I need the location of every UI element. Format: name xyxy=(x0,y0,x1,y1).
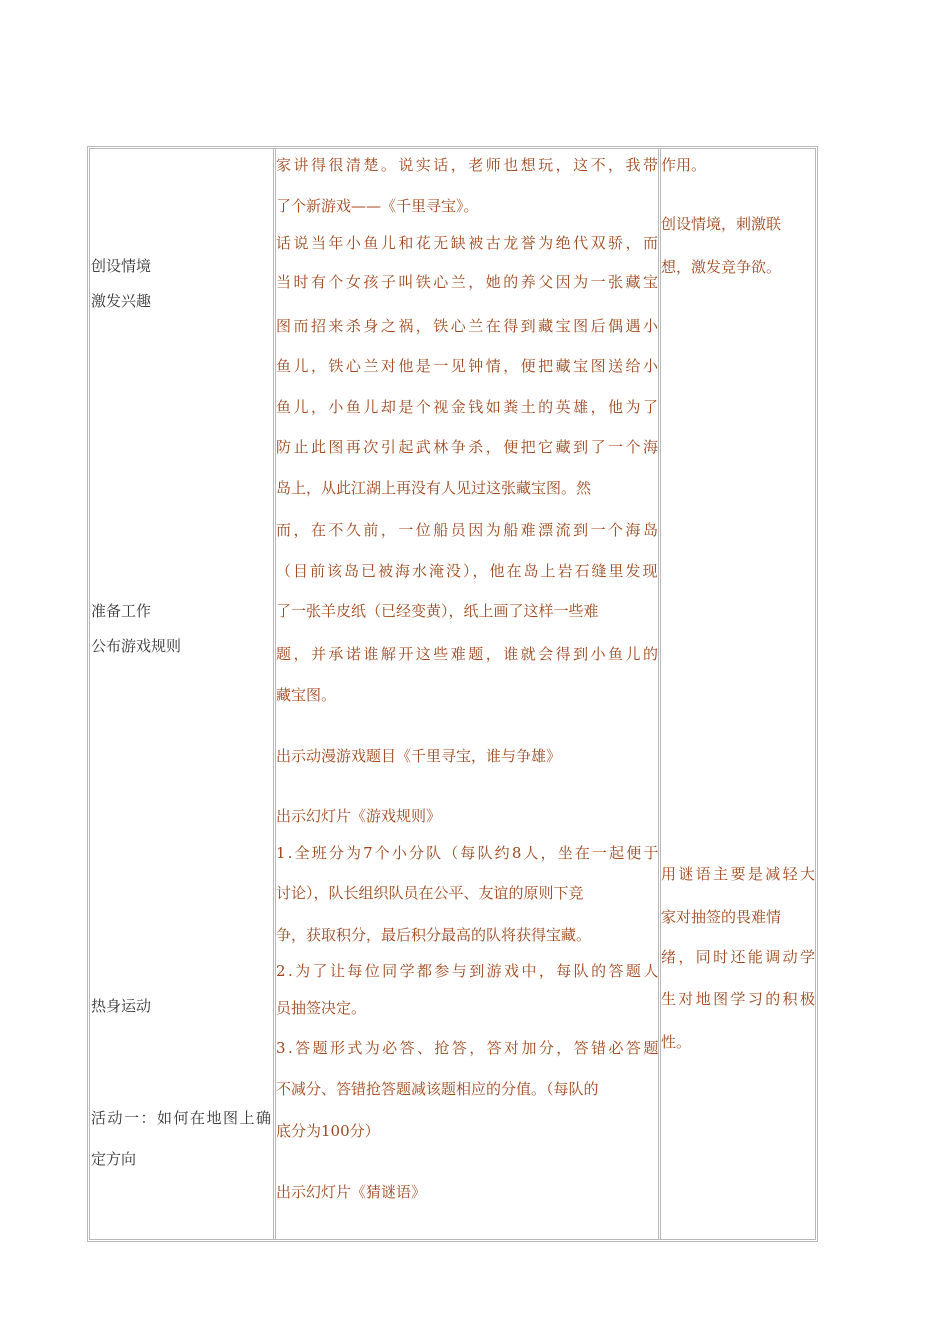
intent-line: 作用。 xyxy=(661,156,707,174)
activity-line: 争，获取积分，最后积分最高的队将获得宝藏。 xyxy=(276,926,592,944)
activity-line: 出示动漫游戏题目《千里寻宝，谁与争雄》 xyxy=(276,747,562,765)
activity-line: 鱼儿，铁心兰对他是一见钟情，便把藏宝图送给小 xyxy=(276,357,661,375)
activity-line: 了一张羊皮纸（已经变黄），纸上画了这样一些难 xyxy=(276,602,599,620)
stage-line: 创设情境 xyxy=(91,257,152,275)
stage-line: 激发兴趣 xyxy=(91,292,152,310)
activity-line: 藏宝图。 xyxy=(276,686,337,704)
intent-line: 性。 xyxy=(661,1033,692,1051)
activity-line: 而，在不久前，一位船员因为船难漂流到一个海岛 xyxy=(276,521,661,539)
activity-line: 出示幻灯片《猜谜语》 xyxy=(276,1183,427,1201)
intent-line: 创设情境，刺激联 xyxy=(661,215,782,233)
activity-line: 题，并承诺谁解开这些难题，谁就会得到小鱼儿的 xyxy=(276,645,661,663)
intent-line: 用谜语主要是减轻大 xyxy=(661,865,818,883)
activity-line: 不减分、答错抢答题减该题相应的分值。（每队的 xyxy=(276,1080,599,1098)
stage-line: 热身运动 xyxy=(91,997,152,1015)
activity-line: 防止此图再次引起武林争杀，便把它藏到了一个海 xyxy=(276,438,661,456)
stage-line: 准备工作 xyxy=(91,602,152,620)
activity-line: 讨论），队长组织队员在公平、友谊的原则下竞 xyxy=(276,884,584,902)
activity-line: 图而招来杀身之祸，铁心兰在得到藏宝图后偶遇小 xyxy=(276,317,661,335)
intent-line: 绪，同时还能调动学 xyxy=(661,948,818,966)
column-divider-right xyxy=(658,149,661,1239)
intent-line: 想，激发竞争欲。 xyxy=(661,258,782,276)
stage-line: 活动一：如何在地图上确 xyxy=(91,1109,273,1127)
activity-line: 1.全班分为7个小分队（每队约8人，坐在一起便于 xyxy=(276,844,661,862)
activity-line: 出示幻灯片《游戏规则》 xyxy=(276,807,442,825)
activity-line: 2.为了让每位同学都参与到游戏中，每队的答题人 xyxy=(276,962,661,980)
activity-line: （目前该岛已被海水淹没），他在岛上岩石缝里发现 xyxy=(276,562,660,580)
lesson-plan-table xyxy=(87,146,818,1242)
activity-line: 岛上，从此江湖上再没有人见过这张藏宝图。然 xyxy=(276,479,592,497)
activity-line: 鱼儿，小鱼儿却是个视金钱如粪土的英雄，他为了 xyxy=(276,398,661,416)
activity-line: 话说当年小鱼儿和花无缺被古龙誉为绝代双骄，而 xyxy=(276,234,661,252)
intent-line: 家对抽签的畏难情 xyxy=(661,908,782,926)
stage-line: 定方向 xyxy=(91,1150,137,1168)
activity-line: 3.答题形式为必答、抢答，答对加分，答错必答题 xyxy=(276,1039,661,1057)
intent-line: 生对地图学习的积极 xyxy=(661,990,818,1008)
activity-line: 底分为100分） xyxy=(276,1122,380,1140)
activity-line: 家讲得很清楚。说实话，老师也想玩，这不，我带 xyxy=(276,156,661,174)
activity-line: 员抽签决定。 xyxy=(276,999,367,1017)
activity-line: 了个新游戏——《千里寻宝》。 xyxy=(276,197,479,215)
stage-line: 公布游戏规则 xyxy=(91,637,182,655)
activity-line: 当时有个女孩子叫铁心兰，她的养父因为一张藏宝 xyxy=(276,273,661,291)
